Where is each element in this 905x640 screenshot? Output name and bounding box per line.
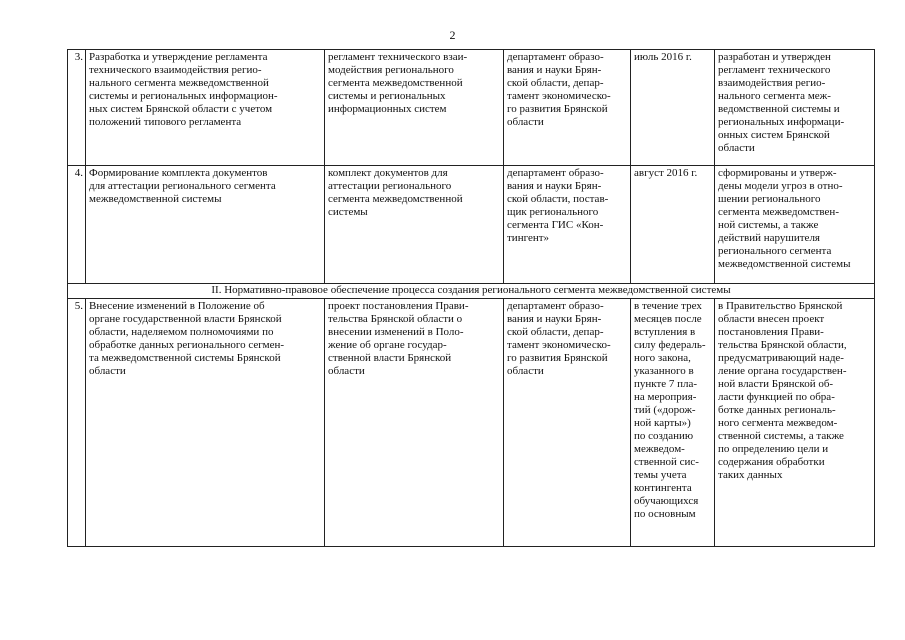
cell-line: комплект документов для — [328, 167, 448, 179]
cell-line: в течение трех — [634, 300, 702, 312]
cell-line: обучающихся — [634, 495, 699, 507]
cell-line: департамент образо- — [507, 51, 604, 63]
cell-line: тий («дорож- — [634, 404, 696, 416]
responsible-cell — [504, 299, 631, 547]
cell-line: ботке данных региональ- — [718, 404, 836, 416]
cell-line: ственной системы, а также — [718, 430, 844, 442]
cell-line: ласти функцией по обра- — [718, 391, 835, 403]
cell-line: тельства Брянской области о — [328, 313, 463, 325]
table-row — [68, 166, 875, 284]
cell-line: тельства Брянской области, — [718, 339, 847, 351]
deadline-cell — [631, 50, 715, 166]
cell-line: взаимодействия регио- — [718, 77, 826, 89]
table-row — [68, 50, 875, 166]
cell-line: ной власти Брянской об- — [718, 378, 834, 390]
cell-line: го развития Брянской — [507, 352, 608, 364]
cell-line: та межведомственной системы Брянской — [89, 352, 281, 364]
cell-line: положений типового регламента — [89, 116, 242, 128]
deadline-cell — [631, 299, 715, 547]
activity-cell — [86, 299, 325, 547]
cell-line: постановления Прави- — [718, 326, 824, 338]
cell-line: в Правительство Брянской — [718, 300, 843, 312]
cell-line: области — [718, 142, 755, 154]
cell-line: ной системы, а также — [718, 219, 819, 231]
cell-line: ление органа государствен- — [718, 365, 847, 377]
cell-line: тингент» — [507, 232, 550, 244]
cell-line: нального сегмента меж- — [718, 90, 831, 102]
cell-line: модействия регионального — [328, 64, 454, 76]
cell-line: ного сегмента межведом- — [718, 417, 838, 429]
row-number: 5. — [68, 299, 86, 547]
status-cell — [715, 166, 875, 284]
cell-line: проект постановления Прави- — [328, 300, 469, 312]
cell-line: вания и науки Брян- — [507, 313, 602, 325]
cell-line: области — [328, 365, 365, 377]
cell-line: таких данных — [718, 469, 783, 481]
cell-line: области внесен проект — [718, 313, 825, 325]
cell-line: щик регионального — [507, 206, 599, 218]
cell-line: нального сегмента межведомственной — [89, 77, 269, 89]
cell-line: контингента — [634, 482, 692, 494]
cell-line: сегмента ГИС «Кон- — [507, 219, 604, 231]
cell-line: темы учета — [634, 469, 687, 481]
cell-line: Формирование комплекта документов — [89, 167, 268, 179]
cell-line: регламент технического — [718, 64, 831, 76]
cell-line: департамент образо- — [507, 167, 604, 179]
cell-line: тамент экономическо- — [507, 339, 611, 351]
section-title: II. Нормативно-правовое обеспечение процесса создания регионального сегмента межведомственной системы — [68, 284, 875, 299]
cell-line: департамент образо- — [507, 300, 604, 312]
cell-line: на мероприя- — [634, 391, 697, 403]
cell-line: ной карты») — [634, 417, 691, 429]
cell-line: ственной власти Брянской — [328, 352, 452, 364]
section-row — [68, 284, 875, 299]
cell-line: предусматривающий наде- — [718, 352, 844, 364]
cell-line: информационных систем — [328, 103, 447, 115]
cell-line: тамент экономическо- — [507, 90, 611, 102]
cell-line: сегмента межведомственной — [328, 77, 463, 89]
cell-line: сегмента межведомственной — [328, 193, 463, 205]
cell-line: пункте 7 пла- — [634, 378, 698, 390]
cell-line: сформированы и утверж- — [718, 167, 837, 179]
activity-cell — [86, 166, 325, 284]
cell-line: регионального сегмента — [718, 245, 832, 257]
cell-line: обработке данных регионального сегмен- — [89, 339, 285, 351]
cell-line: Разработка и утверждение регламента — [89, 51, 268, 63]
cell-line: онных систем Брянской — [718, 129, 830, 141]
cell-line: указанного в — [634, 365, 694, 377]
cell-line: по основным — [634, 508, 696, 520]
cell-line: сегмента межведомствен- — [718, 206, 839, 218]
cell-line: ской области, депар- — [507, 77, 604, 89]
cell-line: содержания обработки — [718, 456, 825, 468]
cell-line: области — [89, 365, 126, 377]
status-cell — [715, 50, 875, 166]
cell-line: разработан и утвержден — [718, 51, 831, 63]
cell-line: ведомственной системы и — [718, 103, 840, 115]
row-number: 3. — [68, 50, 86, 166]
cell-line: системы — [328, 206, 368, 218]
cell-line: межведомственной системы — [89, 193, 222, 205]
activity-cell — [86, 50, 325, 166]
cell-line: по созданию — [634, 430, 694, 442]
cell-line: межведомственной системы — [718, 258, 851, 270]
cell-line: дены модели угроз в отно- — [718, 180, 843, 192]
cell-line: ного закона, — [634, 352, 691, 364]
cell-line: по определению цели и — [718, 443, 829, 455]
deadline-cell — [631, 166, 715, 284]
cell-line: системы и региональных информацион- — [89, 90, 278, 102]
result-form-cell — [325, 50, 504, 166]
cell-line: области — [507, 365, 544, 377]
cell-line: ской области, постав- — [507, 193, 609, 205]
cell-line: вания и науки Брян- — [507, 64, 602, 76]
activity-plan-table — [67, 49, 875, 547]
cell-line: ской области, депар- — [507, 326, 604, 338]
cell-line: технического взаимодействия регио- — [89, 64, 262, 76]
cell-line: жение об органе государ- — [328, 339, 447, 351]
cell-line: внесении изменений в Поло- — [328, 326, 464, 338]
cell-line: системы и региональных — [328, 90, 446, 102]
cell-line: для аттестации регионального сегмента — [89, 180, 276, 192]
page-number: 2 — [449, 28, 456, 42]
cell-line: межведом- — [634, 443, 685, 455]
cell-line: региональных информаци- — [718, 116, 845, 128]
status-cell — [715, 299, 875, 547]
cell-line: регламент технического взаи- — [328, 51, 468, 63]
cell-line: июль 2016 г. — [634, 51, 692, 63]
cell-line: органе государственной власти Брянской — [89, 313, 282, 325]
cell-line: Внесение изменений в Положение об — [89, 300, 265, 312]
cell-line: действий нарушителя — [718, 232, 820, 244]
result-form-cell — [325, 299, 504, 547]
cell-line: го развития Брянской — [507, 103, 608, 115]
cell-line: август 2016 г. — [634, 167, 698, 179]
result-form-cell — [325, 166, 504, 284]
cell-line: силу федераль- — [634, 339, 706, 351]
cell-line: ных систем Брянской области с учетом — [89, 103, 273, 115]
cell-line: аттестации регионального — [328, 180, 452, 192]
row-number: 4. — [68, 166, 86, 284]
cell-line: области — [507, 116, 544, 128]
cell-line: вступления в — [634, 326, 696, 338]
cell-line: ственной сис- — [634, 456, 699, 468]
responsible-cell — [504, 166, 631, 284]
cell-line: области, наделяемом полномочиями по — [89, 326, 274, 338]
cell-line: шении регионального — [718, 193, 821, 205]
cell-line: месяцев после — [634, 313, 702, 325]
responsible-cell — [504, 50, 631, 166]
table-row — [68, 299, 875, 547]
cell-line: вания и науки Брян- — [507, 180, 602, 192]
